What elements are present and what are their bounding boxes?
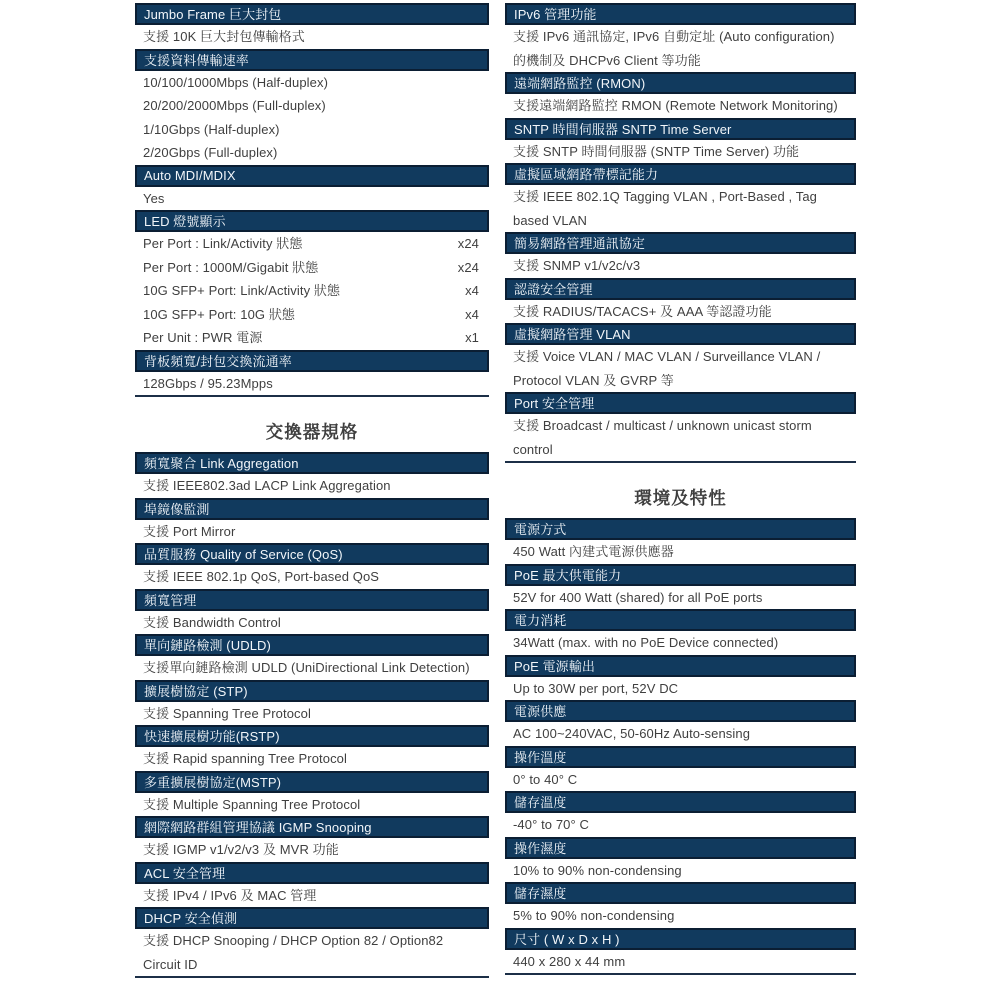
spec-header-row: 操作濕度 [505, 837, 856, 859]
spec-value-text: 440 x 280 x 44 mm [513, 953, 626, 969]
spec-value-text: 支援 RADIUS/TACACS+ 及 AAA 等認證功能 [513, 303, 772, 319]
spec-value-text: 1/10Gbps (Half-duplex) [143, 121, 280, 137]
spec-value-row [135, 702, 489, 726]
spec-value-text: 支援 Rapid spanning Tree Protocol [143, 751, 347, 766]
spec-value-text: 52V for 400 Watt (shared) for all PoE ports [513, 589, 763, 605]
spec-header-row: 認證安全管理 [505, 278, 856, 300]
spec-value-text: 支援 SNTP 時間伺服器 (SNTP Time Server) 功能 [513, 143, 800, 159]
spec-value-text: 10G SFP+ Port: 10G 狀態 [143, 306, 296, 322]
spec-value-row [505, 414, 856, 461]
spec-value-row [505, 345, 856, 392]
spec-table [135, 452, 489, 978]
spec-value-text: 支援 IEEE802.3ad LACP Link Aggregation [143, 478, 391, 493]
spec-header-row: 儲存溫度 [505, 791, 856, 813]
spec-header-row: Port 安全管理 [505, 392, 856, 414]
spec-value-text: 支援 10K 巨大封包傳輸格式 [143, 29, 305, 44]
spec-header-row: SNTP 時間伺服器 SNTP Time Server [505, 118, 856, 140]
spec-value-text: Per Unit : PWR 電源 [143, 330, 263, 345]
spec-value-row [135, 372, 489, 396]
spec-header-row: 操作溫度 [505, 746, 856, 768]
spec-value-row [135, 25, 489, 49]
spec-value-text: 支援 Spanning Tree Protocol [143, 705, 311, 721]
spec-value-row [135, 929, 489, 976]
spec-header-row: 多重擴展樹協定(MSTP) [135, 771, 489, 793]
spec-value-row [505, 722, 856, 746]
spec-header-row: 虛擬網路管理 VLAN [505, 323, 856, 345]
spec-value-row [505, 904, 856, 928]
spec-header-row: 簡易網路管理通訊協定 [505, 232, 856, 254]
spec-value-text: 10G SFP+ Port: Link/Activity 狀態 [143, 283, 341, 298]
spec-value-row [505, 94, 856, 118]
spec-value-text: 支援 DHCP Snooping / DHCP Option 82 / Option82 Circuit ID [143, 933, 444, 972]
spec-header-row: 尺寸 ( W x D x H ) [505, 928, 856, 950]
spec-value-row [505, 950, 856, 974]
spec-table [135, 3, 489, 397]
spec-value-row [135, 94, 489, 118]
spec-value-text: AC 100~240VAC, 50-60Hz Auto-sensing [513, 726, 751, 741]
spec-header-row: PoE 電源輸出 [505, 655, 856, 677]
spec-header-row: 電源方式 [505, 518, 856, 540]
spec-header-row: 品質服務 Quality of Service (QoS) [135, 543, 489, 565]
spec-value-count: x4 [465, 306, 479, 322]
spec-header-row: 頻寬聚合 Link Aggregation [135, 452, 489, 474]
spec-value-row [135, 838, 489, 862]
spec-header-row: 虛擬區域網路帶標記能力 [505, 163, 856, 185]
spec-value-text: 10% to 90% non-condensing [513, 862, 682, 878]
spec-value-text: 支援 Port Mirror [143, 523, 236, 539]
spec-value-row [135, 520, 489, 544]
spec-value-row [505, 540, 856, 564]
spec-value-text: Up to 30W per port, 52V DC [513, 680, 679, 696]
spec-header-row: LED 燈號顯示 [135, 210, 489, 232]
spec-header-row: DHCP 安全偵測 [135, 907, 489, 929]
spec-value-row [135, 232, 489, 256]
spec-value-row [135, 884, 489, 908]
spec-value-row [135, 279, 489, 303]
spec-header-row: 單向鏈路檢測 (UDLD) [135, 634, 489, 656]
spec-value-text: -40° to 70° C [513, 817, 590, 832]
spec-header-row: 埠鏡像監測 [135, 498, 489, 520]
spec-value-row [135, 747, 489, 771]
spec-header-row: IPv6 管理功能 [505, 3, 856, 25]
spec-header-row: 擴展樹協定 (STP) [135, 680, 489, 702]
spec-value-text: 5% to 90% non-condensing [513, 908, 675, 923]
spec-value-text: 支援 IPv4 / IPv6 及 MAC 管理 [143, 887, 317, 903]
spec-value-text: Per Port : Link/Activity 狀態 [143, 236, 303, 251]
spec-value-row [135, 71, 489, 95]
spec-value-row [505, 140, 856, 164]
spec-header-row: 快速擴展樹功能(RSTP) [135, 725, 489, 747]
spec-value-text: 0° to 40° C [513, 771, 578, 787]
spec-header-row: PoE 最大供電能力 [505, 564, 856, 586]
spec-table [505, 3, 856, 463]
spec-value-text: 支援 Bandwidth Control [143, 614, 281, 630]
spec-value-text: 支援遠端網路監控 RMON (Remote Network Monitoring) [513, 98, 838, 113]
spec-value-text: 支援 IGMP v1/v2/v3 及 MVR 功能 [143, 842, 339, 857]
spec-value-text: 128Gbps / 95.23Mpps [143, 375, 273, 391]
spec-header-row: 電源供應 [505, 700, 856, 722]
spec-header-row: 支援資料傳輸速率 [135, 49, 489, 71]
spec-value-row [135, 326, 489, 350]
spec-value-count: x4 [465, 283, 479, 298]
spec-value-row [505, 254, 856, 278]
spec-value-row [505, 25, 856, 72]
spec-table [505, 518, 856, 975]
spec-header-row: 頻寬管理 [135, 589, 489, 611]
spec-value-row [135, 256, 489, 280]
spec-value-row [505, 300, 856, 324]
spec-value-row [505, 631, 856, 655]
spec-value-row [135, 474, 489, 498]
spec-value-row [135, 793, 489, 817]
spec-value-text: 支援 Multiple Spanning Tree Protocol [143, 796, 361, 812]
left-column [135, 3, 489, 978]
spec-value-text: 支援 IPv6 通訊協定, IPv6 自動定址 (Auto configuration) 的機制及 DHCPv6 Client 等功能 [513, 29, 835, 68]
spec-header-row: 儲存濕度 [505, 882, 856, 904]
right-column [505, 3, 856, 975]
spec-header-row: 網際網路群組管理協議 IGMP Snooping [135, 816, 489, 838]
spec-value-text: Per Port : 1000M/Gigabit 狀態 [143, 259, 319, 275]
spec-value-row [505, 768, 856, 792]
section-title: 交換器規格 [265, 422, 359, 442]
spec-value-row [135, 656, 489, 680]
spec-value-text: 34Watt (max. with no PoE Device connected) [513, 635, 779, 650]
spec-header-row: 電力消耗 [505, 609, 856, 631]
spec-value-count: x24 [457, 236, 479, 251]
spec-value-row [505, 586, 856, 610]
spec-value-row [505, 677, 856, 701]
spec-header-row: Auto MDI/MDIX [135, 165, 489, 187]
spec-value-text: 支援 Voice VLAN / MAC VLAN / Surveillance VLAN / Protocol VLAN 及 GVRP 等 [513, 349, 821, 388]
spec-value-text: 10/100/1000Mbps (Half-duplex) [143, 74, 329, 90]
spec-value-row [505, 813, 856, 837]
spec-value-row [135, 565, 489, 589]
spec-value-text: 支援 Broadcast / multicast / unknown unicast storm control [513, 418, 812, 457]
spec-value-text: 2/20Gbps (Full-duplex) [143, 145, 278, 160]
spec-value-row [135, 187, 489, 211]
spec-value-count: x24 [457, 259, 479, 275]
spec-value-row [135, 141, 489, 165]
spec-value-text: Yes [143, 190, 165, 206]
spec-header-row: 背板頻寬/封包交換流通率 [135, 350, 489, 372]
spec-header-row: Jumbo Frame 巨大封包 [135, 3, 489, 25]
spec-value-text: 20/200/2000Mbps (Full-duplex) [143, 98, 326, 113]
spec-value-text: 450 Watt 內建式電源供應器 [513, 544, 674, 559]
spec-value-text: 支援單向鏈路檢測 UDLD (UniDirectional Link Detection) [143, 660, 470, 675]
spec-value-row [505, 859, 856, 883]
spec-value-row [135, 611, 489, 635]
spec-header-row: ACL 安全管理 [135, 862, 489, 884]
section-title: 環境及特性 [634, 488, 727, 508]
spec-value-row [135, 118, 489, 142]
spec-value-text: 支援 IEEE 802.1Q Tagging VLAN , Port-Based , Tag based VLAN [513, 189, 818, 228]
spec-value-text: 支援 SNMP v1/v2c/v3 [513, 258, 641, 273]
spec-value-count: x1 [465, 330, 479, 345]
spec-value-row [135, 303, 489, 327]
spec-header-row: 遠端網路監控 (RMON) [505, 72, 856, 94]
spec-value-text: 支援 IEEE 802.1p QoS, Port-based QoS [143, 569, 380, 584]
spec-value-row [505, 185, 856, 232]
